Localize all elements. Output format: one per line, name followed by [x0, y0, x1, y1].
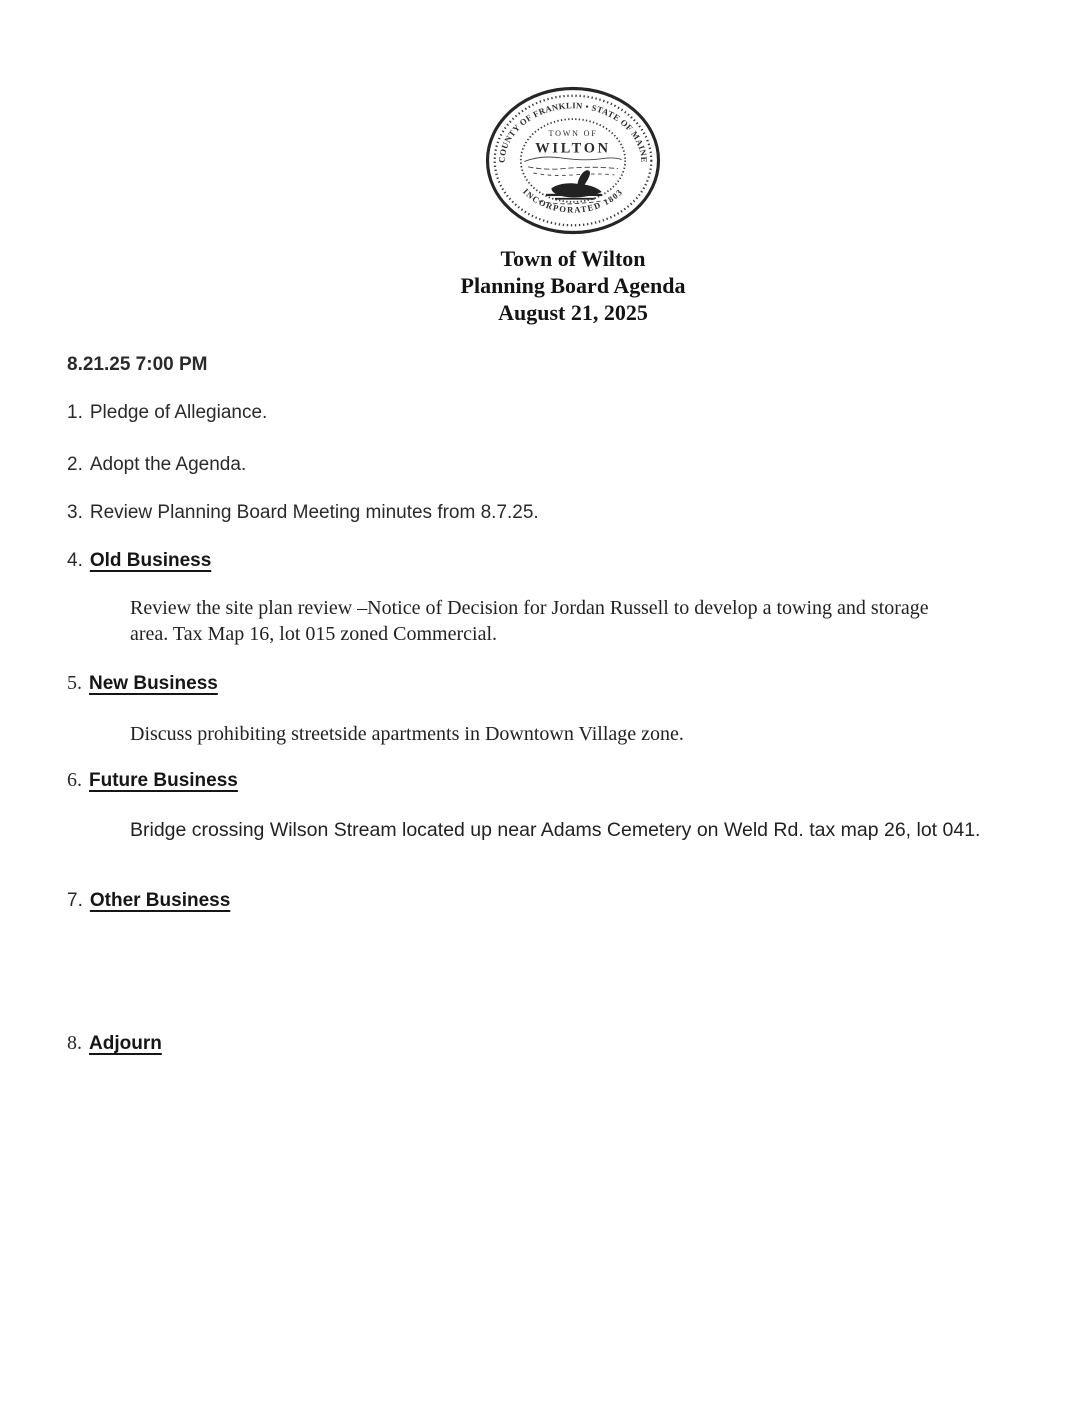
section-heading-old-business: Old Business — [89, 550, 212, 571]
town-seal-graphic — [483, 84, 663, 237]
item-number: 7. — [67, 890, 83, 911]
agenda-item-7 — [67, 889, 1048, 912]
meeting-datetime: 8.21.25 7:00 PM — [67, 354, 208, 375]
item-number: 4. — [67, 550, 83, 571]
section-body-new-business: Discuss prohibiting streetside apartments in Downtown Village zone. — [130, 723, 684, 745]
doc-type-title: Planning Board Agenda — [460, 273, 686, 298]
doc-org-title: Town of Wilton — [500, 246, 646, 271]
item-number: 3. — [67, 502, 83, 523]
town-seal — [461, 0, 686, 237]
seal-arc-bottom-text: INCORPORATED 1803 — [521, 186, 625, 215]
seal-arc-top-text: COUNTY OF FRANKLIN • STATE OF MAINE — [496, 100, 650, 164]
item-number: 5. — [67, 672, 82, 694]
item-number: 1. — [67, 402, 83, 423]
agenda-item-5 — [67, 672, 1048, 695]
section-heading-future-business: Future Business — [89, 770, 238, 791]
item-number: 8. — [67, 1032, 82, 1054]
agenda-item-2 — [67, 453, 1048, 476]
seal-center-line2: WILTON — [535, 140, 611, 157]
loon-icon — [546, 170, 602, 199]
document-title-block — [461, 245, 686, 326]
agenda-content — [0, 353, 1088, 1055]
item-text: Adopt the Agenda. — [89, 454, 247, 475]
agenda-item-6 — [67, 769, 1048, 792]
section-body-future-business: Bridge crossing Wilson Stream located up near Adams Cemetery on Weld Rd. tax map 26, lot 041. — [130, 819, 981, 841]
document-header — [461, 0, 686, 326]
agenda-item-3 — [67, 501, 1048, 524]
seal-center-line1: TOWN OF — [548, 129, 598, 139]
section-heading-adjourn: Adjourn — [89, 1033, 162, 1054]
agenda-item-1 — [67, 401, 1048, 424]
section-heading-new-business: New Business — [89, 673, 218, 694]
item-text: Review Planning Board Meeting minutes from 8.7.25. — [89, 502, 539, 523]
section-heading-other-business: Other Business — [89, 890, 231, 911]
item-text: Pledge of Allegiance. — [89, 402, 268, 423]
item-number: 6. — [67, 769, 82, 791]
item-number: 2. — [67, 454, 83, 475]
agenda-item-8 — [67, 1032, 1048, 1055]
agenda-item-4 — [67, 549, 1048, 572]
doc-date-title: August 21, 2025 — [498, 300, 648, 325]
section-body-old-business: Review the site plan review –Notice of Decision for Jordan Russell to develop a towing and storage area. Tax Map 16, lot 015 zoned Commercial. — [130, 597, 929, 645]
